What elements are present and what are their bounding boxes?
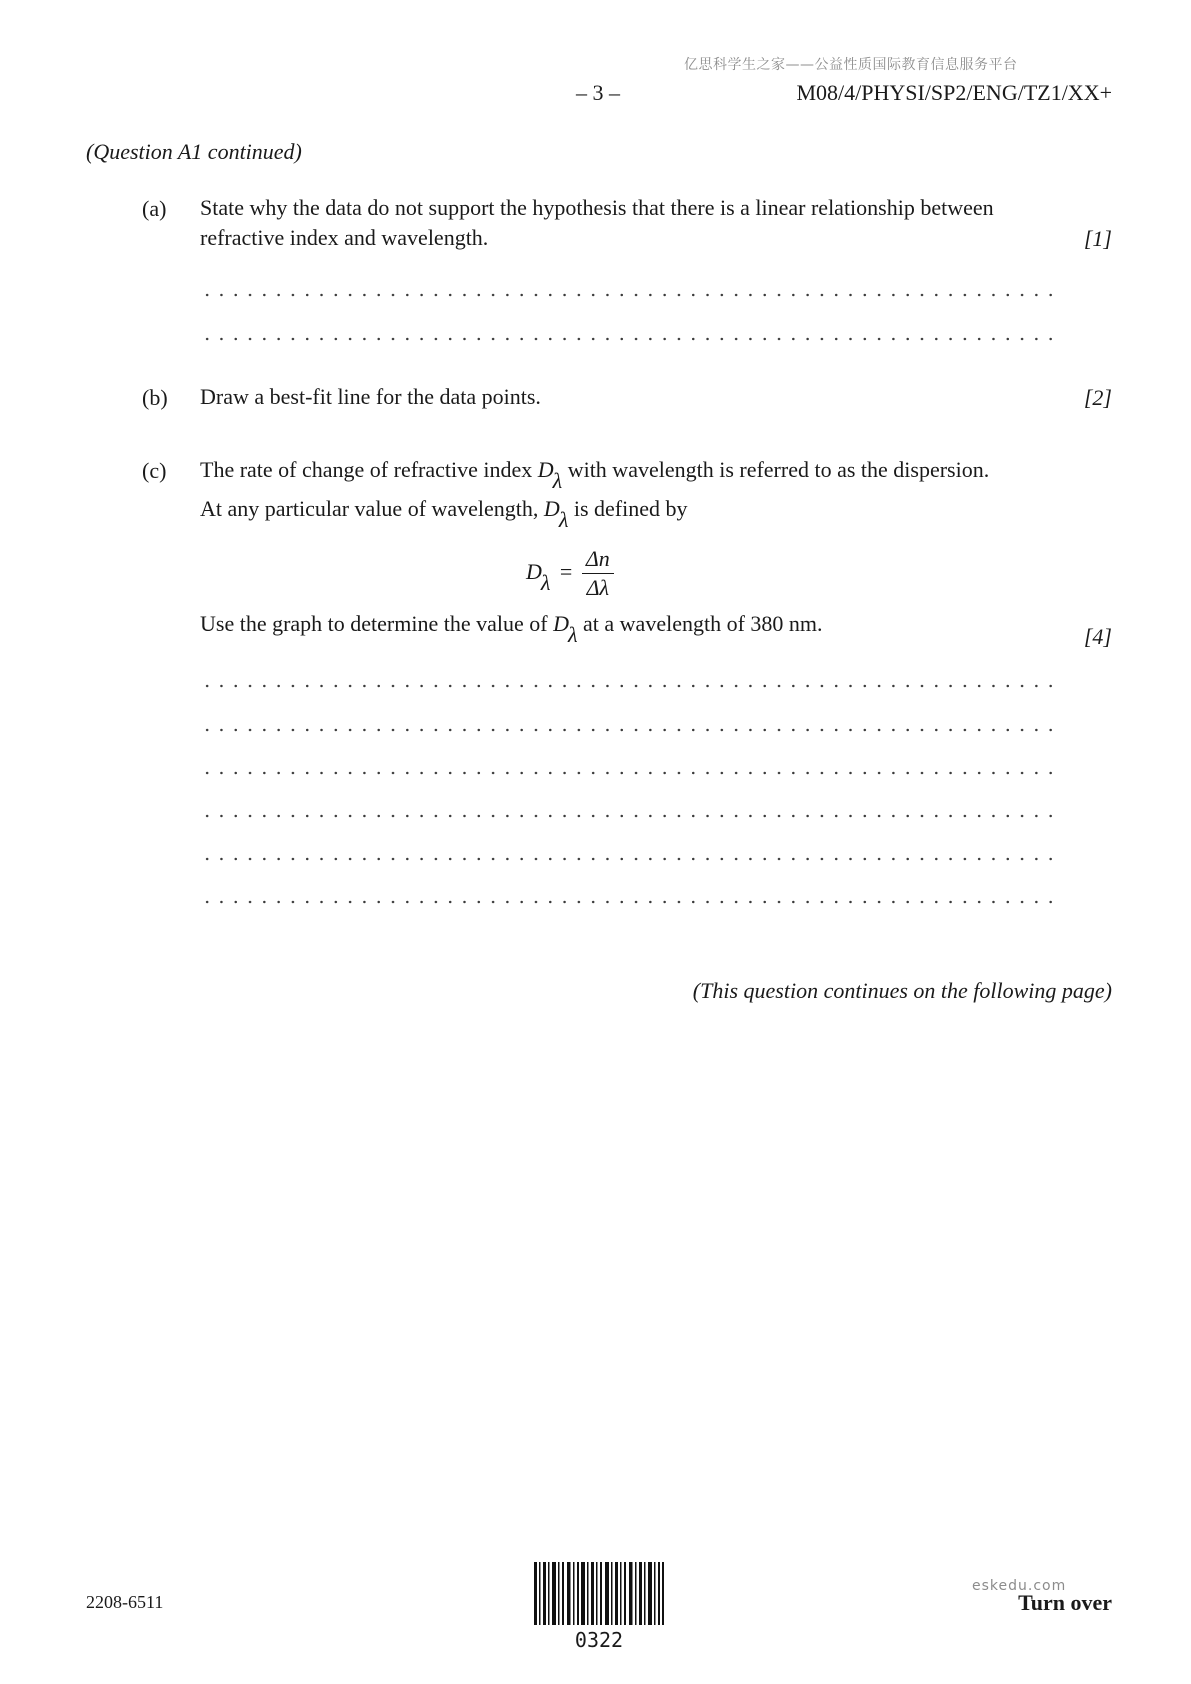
turn-over-label: Turn over xyxy=(1018,1590,1112,1615)
answer-line-c-3[interactable] xyxy=(200,771,1056,775)
answer-line-c-6[interactable] xyxy=(200,900,1056,904)
barcode-icon xyxy=(534,1562,664,1625)
d-lambda-symbol: Dλ xyxy=(537,457,563,493)
answer-line-c-2[interactable] xyxy=(200,728,1056,732)
formula-fraction xyxy=(582,546,614,601)
question-continued-label: (Question A1 continued) xyxy=(86,139,302,164)
part-c-line-3: Use the graph to determine the value of Dλ at a wavelength of 380 nm. xyxy=(200,611,823,647)
part-b-label: (b) xyxy=(142,385,168,410)
barcode-number: 0322 xyxy=(574,1628,624,1652)
answer-line-c-4[interactable] xyxy=(200,814,1056,818)
dispersion-formula: Dλ = $\frac{\Delta n}{\Delta\lambda}$ xyxy=(526,546,614,601)
footer-code: 2208-6511 xyxy=(86,1592,164,1612)
answer-line-c-1[interactable] xyxy=(200,684,1056,688)
part-c-line-1: The rate of change of refractive index Dλ with wavelength is referred to as the dispersion. xyxy=(200,457,990,493)
footer-watermark: eskedu.com xyxy=(972,1578,1067,1594)
answer-line-c-5[interactable] xyxy=(200,857,1056,861)
part-a-marks: [1] xyxy=(1083,226,1112,251)
formula-lhs: Dλ xyxy=(526,558,551,595)
part-c-marks: [4] xyxy=(1083,624,1112,649)
part-a-line-1: State why the data do not support the hypothesis that there is a linear relationship between xyxy=(200,195,994,220)
part-c-label: (c) xyxy=(142,458,167,483)
d-lambda-symbol: Dλ xyxy=(543,496,569,532)
part-c-line-2: At any particular value of wavelength, Dλ is defined by xyxy=(200,496,688,532)
paper-code: M08/4/PHYSI/SP2/ENG/TZ1/XX+ xyxy=(796,80,1112,105)
continues-note: (This question continues on the following page) xyxy=(692,978,1112,1003)
part-a-line-2: refractive index and wavelength. xyxy=(200,225,489,250)
part-b-question: Draw a best-fit line for the data points. xyxy=(200,384,541,409)
page-number: – 3 – xyxy=(576,80,620,105)
formula-denominator: Δλ xyxy=(586,575,610,600)
answer-line-a-2[interactable] xyxy=(200,337,1056,341)
header-watermark: 亿思科学生之家——公益性质国际教育信息服务平台 xyxy=(684,57,1018,73)
answer-line-a-1[interactable] xyxy=(200,293,1056,297)
part-b-marks: [2] xyxy=(1083,385,1112,410)
part-a-question xyxy=(200,193,994,253)
part-a-label: (a) xyxy=(142,196,167,221)
formula-numerator: Δn xyxy=(582,546,614,574)
d-lambda-symbol: Dλ xyxy=(553,611,578,647)
